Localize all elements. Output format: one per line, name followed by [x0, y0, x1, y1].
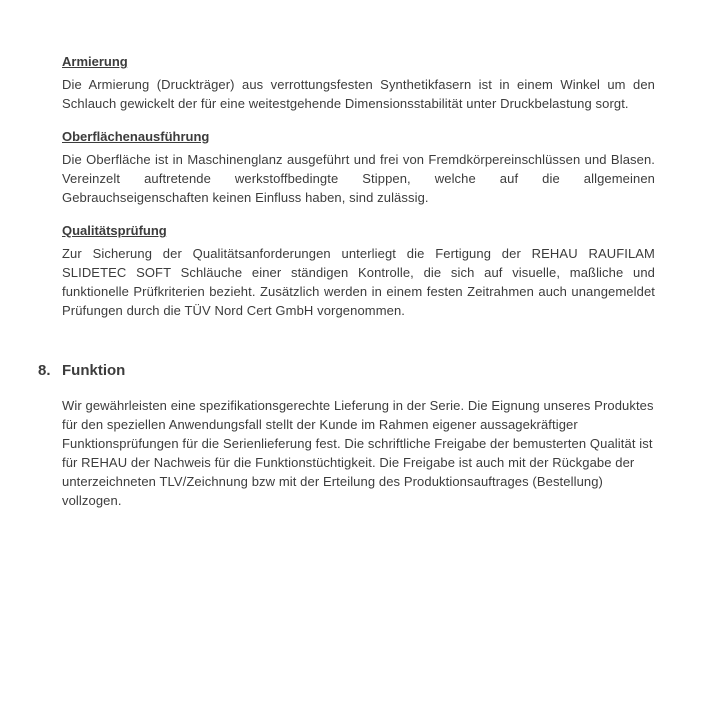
section-heading-qualitaetspruefung: Qualitätsprüfung [62, 223, 167, 238]
section-body-qualitaetspruefung: Zur Sicherung der Qualitätsanforderungen unterliegt die Fertigung der REHAU RAUFILAM SLIDETEC SOFT Schläuche einer ständigen Kontrolle, die sich auf visuelle, maßliche und funktionelle Prüfkriterien bezieht. Zusätzlich werden in einem festen Zeitrahmen auch unangemeldet Prüfungen durch die TÜV Nord Cert GmbH vorgenommen. [62, 246, 655, 318]
section-heading-oberflaechenausfuehrung: Oberflächenausführung [62, 129, 210, 144]
section-armierung [62, 53, 655, 113]
section-body-funktion: Wir gewährleisten eine spezifikationsgerechte Lieferung in der Serie. Die Eignung unseres Produktes für den speziellen Anwendungsfall stellt der Kunde im Rahmen eigener aussagekräftiger Funktionsprüfungen für die Serienlieferung fest. Die schriftliche Freigabe der bemusterten Qualität ist für REHAU der Nachweis für die Funktionstüchtigkeit. Die Freigabe ist auch mit der Rückgabe der unterzeichneten TLV/Zeichnung bzw mit der Erteilung des Produktionsauftrages (Bestellung) vollzogen. [62, 398, 654, 508]
section-body-oberflaechenausfuehrung: Die Oberfläche ist in Maschinenglanz ausgeführt und frei von Fremdkörpereinschlüssen und Blasen. Vereinzelt auftretende werkstoffbedingte Stippen, welche auf die allgemeinen Gebrauchseigenschaften keinen Einfluss haben, sind zulässig. [62, 152, 655, 205]
section-heading-armierung: Armierung [62, 54, 128, 69]
section-title-funktion: Funktion [62, 362, 126, 379]
section-qualitaetspruefung [62, 222, 655, 320]
section-oberflaechenausfuehrung [62, 128, 655, 207]
section-funktion [38, 362, 655, 510]
section-body-armierung: Die Armierung (Druckträger) aus verrottungsfesten Synthetikfasern ist in einem Winkel um den Schlauch gewickelt der für eine weitestgehende Dimensionsstabilität unter Druckbelastung sorgt. [62, 77, 655, 111]
numbered-heading [38, 362, 655, 380]
section-number: 8. [38, 362, 51, 379]
